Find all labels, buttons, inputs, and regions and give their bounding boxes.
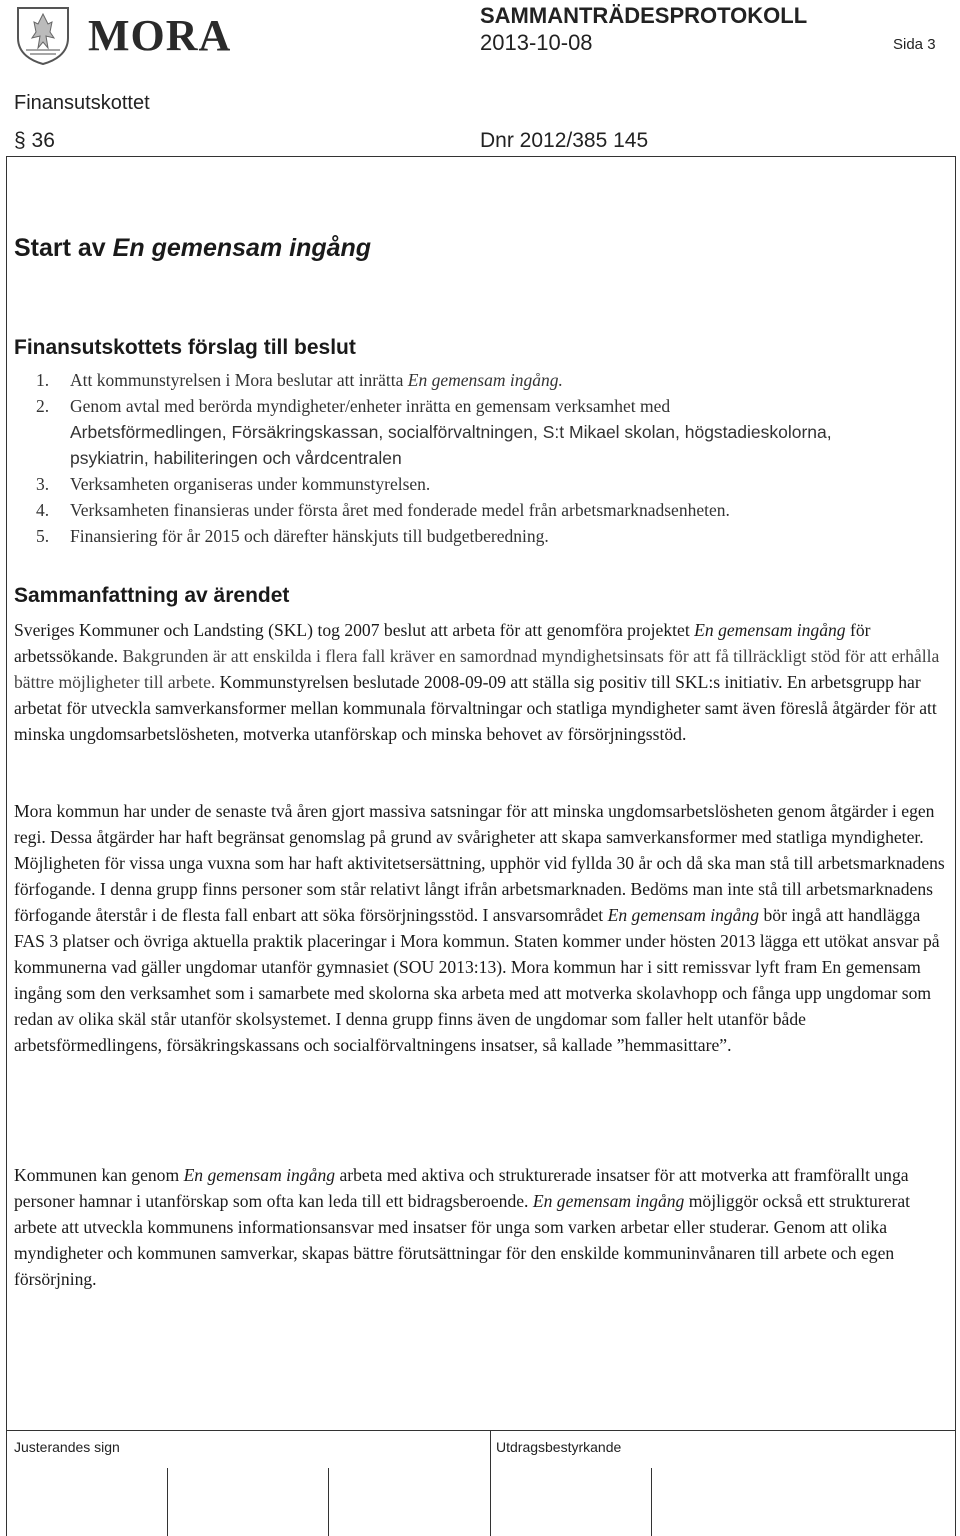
municipality-logo-text: MORA [88, 11, 232, 60]
summary-paragraph-1: Sveriges Kommuner och Landsting (SKL) tog 2007 beslut att arbeta för att genomföra projektet En gemensam ingång för arbetssökande. Bakgrunden är att enskilda i flera fall kräver en samordnad myndighetsinsats för att få tillräckligt stöd för att erhålla bättre möjligheter till arbete. Kommunstyrelsen beslutade 2008-09-09 att ställa sig positiv till SKL:s initiativ. En arbetsgrupp har arbetat för utveckla samverkansformer mellan kommunala förvaltningar och statliga myndigheter samt även föreslå åtgärder för att minska ungdomsarbetslösheten, motverka utanförskap och minska behovet av försörjningsstöd. [14, 620, 940, 744]
adjuster-signature-label: Justerandes sign [14, 1439, 120, 1455]
committee-name: Finansutskottet [14, 92, 150, 114]
summary-paragraph-2: Mora kommun har under de senaste två åren gjort massiva satsningar för att minska ungdomsarbetslösheten genom åtgärder i egen regi. Dessa åtgärder har haft begränsat genomslag på grund av svårigheter att skapa samverkansformer med statliga myndigheter. Möjligheten för vissa unga vuxna som har haft aktivitetsersättning, upphör vid fyllda 30 år och då ska man stå till arbetsmarknadens förfogande. I denna grupp finns personer som står relativt långt ifrån arbetsmarknaden. Bedöms man inte stå till arbetsmarknadens förfogande återstår i de flesta fall enbart att söka försörjningsstöd. I ansvarsområdet En gemensam ingång bör ingå att handlägga FAS 3 platser och övriga aktuella praktik placeringar i Mora kommun. Staten kommer under hösten 2013 lägga ett utökat ansvar på kommunerna vad gäller ungdomar utanför gymnasiet (SOU 2013:13). Mora kommun har i sitt remissvar lyft fram En gemensam ingång som den verksamhet som i samarbete med skolorna ska arbeta med att motverka skolavhopp och fånga upp ungdomar som redan av olika skäl står utanför skolsystemet. I denna grupp finns även de ungdomar som faller helt utanför både arbetsförmedlingens, försäkringskassans och socialförvaltningens insatser, så kallade ”hemmasittare”. [14, 801, 945, 1055]
sign-box-line [651, 1468, 652, 1536]
summary-heading: Sammanfattning av ärendet [14, 584, 290, 607]
extract-certification-label: Utdragsbestyrkande [496, 1439, 622, 1455]
frame-left-line [6, 156, 7, 1536]
protocol-title: SAMMANTRÄDESPROTOKOLL [480, 3, 808, 28]
page-title: Start av En gemensam ingång [14, 234, 372, 262]
frame-right-line [955, 156, 956, 1536]
proposal-heading: Finansutskottets förslag till beslut [14, 336, 356, 359]
list-item: 5. Finansiering för år 2015 och därefter hänskjuts till budgetberedning. [36, 526, 549, 546]
list-item: 3. Verksamheten organiseras under kommunstyrelsen. [36, 474, 431, 494]
paragraph-number: § 36 [14, 129, 55, 152]
list-item: 4. Verksamheten finansieras under första året med fonderade medel från arbetsmarknadsenheten. [36, 500, 730, 520]
municipality-crest-icon [14, 4, 72, 66]
sign-box-line [490, 1430, 491, 1536]
page-number: Sida 3 [893, 36, 936, 53]
sign-box-line [167, 1468, 168, 1536]
summary-paragraph-3: Kommunen kan genom En gemensam ingång arbeta med aktiva och strukturerade insatser för att motverka att framförallt unga personer hamnar i utanförskap som ofta kan leda till ett bidragsberoende. En gemensam ingång möjliggör också ett strukturerat arbete att utveckla kommunens informationsansvar med insatser för unga som varken arbetar eller studerar. Genom att olika myndigheter och kommunen samverkar, skapas bättre förutsättningar för den enskilde kommuninvånaren till arbete och egen försörjning. [14, 1165, 911, 1289]
diary-number: Dnr 2012/385 145 [480, 129, 649, 152]
protocol-date: 2013-10-08 [480, 30, 593, 55]
header-divider [6, 156, 956, 157]
list-item: 2. Genom avtal med berörda myndigheter/enheter inrätta en gemensam verksamhet med Arbetsförmedlingen, Försäkringskassan, socialförvaltningen, S:t Mikael skolan, högstadieskolorna, psykiatrin, habiliteringen och vårdcentralen [36, 396, 832, 468]
proposal-list [14, 367, 949, 549]
list-item: 1. Att kommunstyrelsen i Mora beslutar att inrätta En gemensam ingång. [36, 370, 563, 390]
sign-box-line [328, 1468, 329, 1536]
footer-divider [6, 1430, 956, 1431]
